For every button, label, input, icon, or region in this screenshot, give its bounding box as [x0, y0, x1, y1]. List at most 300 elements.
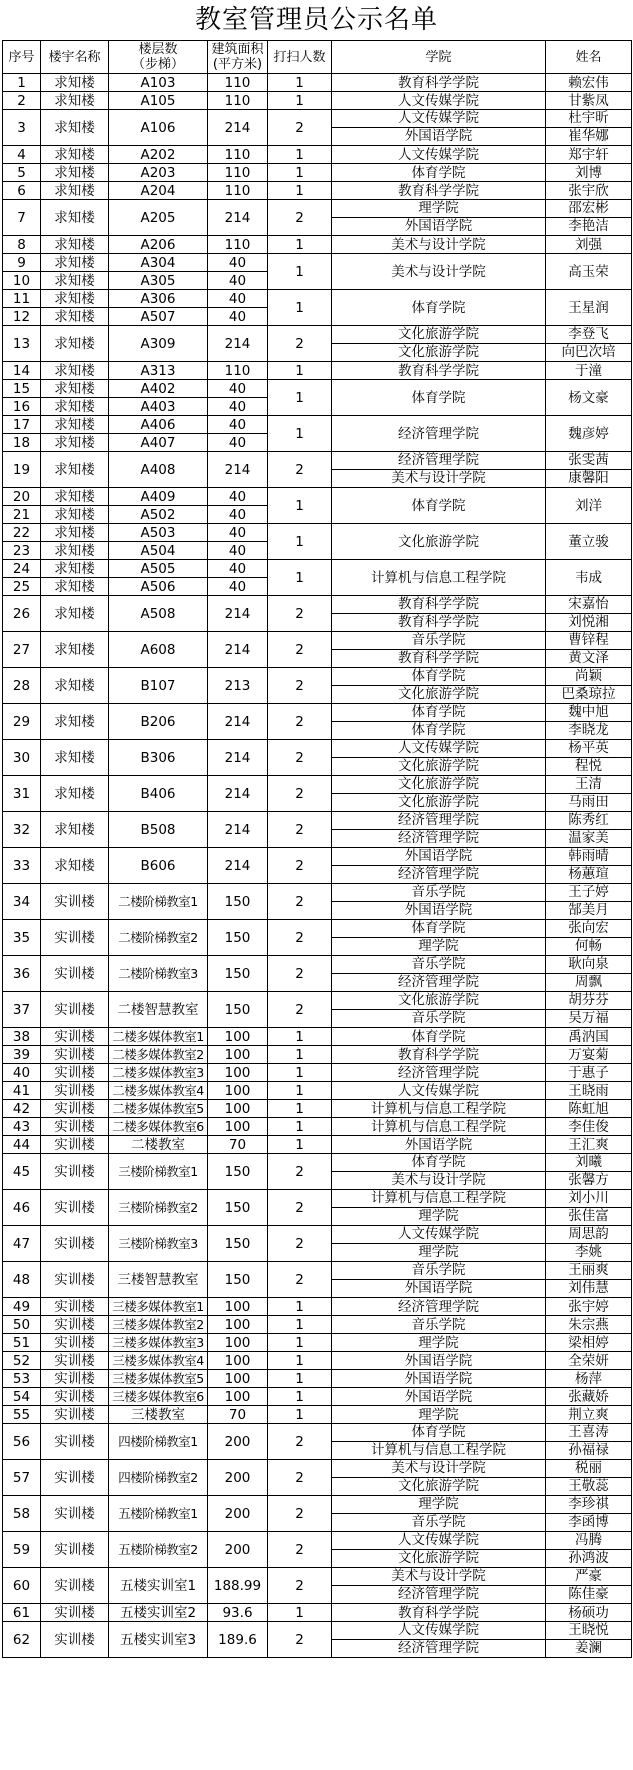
table-row	[3, 326, 632, 362]
cell-no: 20	[3, 488, 41, 506]
cell-area: 100	[208, 1298, 268, 1316]
table-row	[3, 1460, 632, 1496]
cell-college	[332, 1118, 546, 1136]
cell-building: 实训楼	[41, 1100, 109, 1118]
table-row	[3, 1028, 632, 1046]
cell-area: 214	[208, 848, 268, 884]
cell-room: 三楼多媒体教室6	[109, 1388, 208, 1406]
cell-area: 150	[208, 1154, 268, 1190]
name-entry: 向巴次培	[561, 344, 616, 360]
cell-name	[546, 110, 632, 146]
cell-building: 实训楼	[41, 1334, 109, 1352]
cell-area: 150	[208, 992, 268, 1028]
name-entry: 温家美	[568, 830, 609, 846]
cell-room: 二楼阶梯教室2	[109, 920, 208, 956]
cell-name	[546, 92, 632, 110]
table-row	[3, 1334, 632, 1352]
college-entry: 体育学院	[411, 1028, 466, 1045]
cell-building: 求知楼	[41, 74, 109, 92]
cell-room: A407	[109, 434, 208, 452]
cell-area: 110	[208, 182, 268, 200]
cell-building: 实训楼	[41, 1298, 109, 1316]
name-entry: 李登飞	[546, 326, 631, 344]
cell-college	[332, 416, 546, 452]
cell-room: 三楼多媒体教室1	[109, 1298, 208, 1316]
cell-room: 五楼实训室3	[109, 1622, 208, 1658]
table-row	[3, 452, 632, 488]
cell-college	[332, 668, 546, 704]
table-row	[3, 1388, 632, 1406]
name-entry: 李艳洁	[568, 218, 609, 234]
cell-count: 1	[268, 1136, 332, 1154]
table-row	[3, 1622, 632, 1658]
cell-name	[546, 1064, 632, 1082]
cell-name	[546, 1298, 632, 1316]
cell-area: 214	[208, 326, 268, 362]
cell-no: 14	[3, 362, 41, 380]
name-entry: 巴桑琼拉	[561, 686, 616, 702]
cell-name	[546, 1226, 632, 1262]
cell-no: 29	[3, 704, 41, 740]
college-entry: 体育学院	[332, 920, 545, 938]
cell-college	[332, 1046, 546, 1064]
cell-room: A402	[109, 380, 208, 398]
name-entry: 王子婷	[546, 884, 631, 902]
college-entry: 计算机与信息工程学院	[371, 1118, 506, 1135]
page-title: 教室管理员公示名单	[194, 5, 438, 35]
cell-no: 45	[3, 1154, 41, 1190]
name-entry: 刘博	[575, 164, 602, 181]
cell-building: 实训楼	[41, 1352, 109, 1370]
cell-no: 46	[3, 1190, 41, 1226]
table-row	[3, 1424, 632, 1460]
college-entry: 体育学院	[411, 722, 466, 738]
cell-no: 16	[3, 398, 41, 416]
cell-count: 1	[268, 1388, 332, 1406]
cell-area: 40	[208, 560, 268, 578]
cell-area: 214	[208, 812, 268, 848]
cell-count: 1	[268, 236, 332, 254]
college-entry: 计算机与信息工程学院	[332, 1190, 545, 1208]
cell-area: 100	[208, 1082, 268, 1100]
cell-room: 三楼教室	[109, 1406, 208, 1424]
college-entry: 文化旅游学院	[332, 992, 545, 1010]
cell-no: 1	[3, 74, 41, 92]
name-entry: 王晓悦	[546, 1622, 631, 1640]
cell-name	[546, 1388, 632, 1406]
cell-area: 40	[208, 434, 268, 452]
college-entry: 人文传媒学院	[332, 1532, 545, 1550]
cell-no: 53	[3, 1370, 41, 1388]
name-entry: 严豪	[546, 1568, 631, 1586]
cell-college	[332, 848, 546, 884]
cell-room: 五楼阶梯教室2	[109, 1532, 208, 1568]
header-floor	[109, 41, 208, 74]
cell-name	[546, 632, 632, 668]
cell-name	[546, 1262, 632, 1298]
cell-area: 214	[208, 740, 268, 776]
cell-room: 五楼实训室1	[109, 1568, 208, 1604]
college-entry: 美术与设计学院	[391, 470, 486, 486]
cell-name	[546, 254, 632, 290]
cell-no: 48	[3, 1262, 41, 1298]
cell-name	[546, 290, 632, 326]
college-entry: 音乐学院	[411, 1010, 466, 1026]
cell-count: 2	[268, 1532, 332, 1568]
name-entry: 梁相婷	[568, 1334, 609, 1351]
cell-room: A408	[109, 452, 208, 488]
cell-area: 110	[208, 92, 268, 110]
table-row	[3, 110, 632, 146]
college-entry: 美术与设计学院	[391, 263, 486, 280]
cell-name	[546, 920, 632, 956]
cell-name	[546, 560, 632, 596]
name-entry: 李晓龙	[568, 722, 609, 738]
cell-building: 求知楼	[41, 632, 109, 668]
cell-no: 12	[3, 308, 41, 326]
cell-no: 34	[3, 884, 41, 920]
header-name: 姓名	[546, 41, 632, 74]
cell-count: 2	[268, 1568, 332, 1604]
cell-count: 1	[268, 92, 332, 110]
college-entry: 人文传媒学院	[398, 1082, 479, 1099]
cell-area: 150	[208, 1262, 268, 1298]
name-entry: 何畅	[575, 938, 602, 954]
cell-building: 实训楼	[41, 1406, 109, 1424]
cell-room: 三楼多媒体教室3	[109, 1334, 208, 1352]
cell-area: 93.6	[208, 1604, 268, 1622]
cell-college	[332, 110, 546, 146]
college-entry: 经济管理学院	[398, 425, 479, 442]
table-row	[3, 236, 632, 254]
college-entry: 体育学院	[332, 668, 545, 686]
cell-college	[332, 1316, 546, 1334]
cell-no: 7	[3, 200, 41, 236]
college-entry: 经济管理学院	[398, 1640, 479, 1656]
cell-name	[546, 740, 632, 776]
table-row	[3, 1406, 632, 1424]
name-entry: 陈佳豪	[568, 1586, 609, 1602]
college-entry: 人文传媒学院	[332, 1226, 545, 1244]
cell-no: 38	[3, 1028, 41, 1046]
cell-building: 求知楼	[41, 398, 109, 416]
cell-count: 2	[268, 452, 332, 488]
cell-name	[546, 1154, 632, 1190]
table-row	[3, 1154, 632, 1190]
cell-building: 实训楼	[41, 1064, 109, 1082]
cell-room: A205	[109, 200, 208, 236]
header-cleaners: 打扫人数	[268, 41, 332, 74]
cell-room: 五楼阶梯教室1	[109, 1496, 208, 1532]
cell-college	[332, 362, 546, 380]
cell-no: 36	[3, 956, 41, 992]
cell-room: 四楼阶梯教室1	[109, 1424, 208, 1460]
cell-building: 求知楼	[41, 164, 109, 182]
cell-name	[546, 362, 632, 380]
header-no: 序号	[3, 41, 41, 74]
college-entry: 音乐学院	[332, 1262, 545, 1280]
college-entry: 经济管理学院	[332, 812, 545, 830]
cell-name	[546, 1604, 632, 1622]
name-entry: 孙鸿波	[568, 1550, 609, 1566]
cell-no: 39	[3, 1046, 41, 1064]
name-entry: 崔华娜	[568, 128, 609, 144]
cell-area: 150	[208, 884, 268, 920]
college-entry: 文化旅游学院	[398, 794, 479, 810]
name-entry: 刘悦湘	[568, 614, 609, 630]
cell-room: 五楼实训室2	[109, 1604, 208, 1622]
cell-area: 40	[208, 416, 268, 434]
cell-count: 2	[268, 956, 332, 992]
cell-no: 58	[3, 1496, 41, 1532]
cell-building: 实训楼	[41, 956, 109, 992]
name-entry: 胡芬芬	[546, 992, 631, 1010]
college-entry: 文化旅游学院	[398, 686, 479, 702]
cell-room: A504	[109, 542, 208, 560]
college-entry: 人文传媒学院	[332, 1622, 545, 1640]
cell-count: 2	[268, 920, 332, 956]
cell-building: 求知楼	[41, 668, 109, 704]
cell-no: 44	[3, 1136, 41, 1154]
cell-building: 实训楼	[41, 1532, 109, 1568]
cell-college	[332, 776, 546, 812]
cell-area: 40	[208, 308, 268, 326]
cell-count: 2	[268, 110, 332, 146]
cell-building: 求知楼	[41, 380, 109, 398]
name-entry: 张宇婷	[568, 1298, 609, 1315]
name-entry: 刘伟慧	[568, 1280, 609, 1296]
college-entry: 体育学院	[332, 704, 545, 722]
cell-no: 18	[3, 434, 41, 452]
table-row	[3, 1100, 632, 1118]
table-row	[3, 524, 632, 542]
cell-college	[332, 1100, 546, 1118]
cell-area: 110	[208, 236, 268, 254]
cell-count: 2	[268, 776, 332, 812]
cell-college	[332, 1406, 546, 1424]
name-entry: 尚颖	[546, 668, 631, 686]
cell-name	[546, 182, 632, 200]
cell-college	[332, 1352, 546, 1370]
cell-college	[332, 920, 546, 956]
college-entry: 音乐学院	[411, 1316, 466, 1333]
cell-name	[546, 1046, 632, 1064]
college-entry: 经济管理学院	[398, 1586, 479, 1602]
cell-room: 三楼阶梯教室2	[109, 1190, 208, 1226]
cell-no: 32	[3, 812, 41, 848]
cell-room: A505	[109, 560, 208, 578]
cell-area: 214	[208, 704, 268, 740]
cell-name	[546, 1352, 632, 1370]
college-entry: 教育科学学院	[398, 1604, 479, 1621]
cell-area: 40	[208, 524, 268, 542]
cell-count: 1	[268, 182, 332, 200]
college-entry: 教育科学学院	[398, 182, 479, 199]
table-row	[3, 992, 632, 1028]
cell-building: 实训楼	[41, 1136, 109, 1154]
name-entry: 周思韵	[546, 1226, 631, 1244]
table-row	[3, 416, 632, 434]
cell-count: 1	[268, 1604, 332, 1622]
cell-no: 54	[3, 1388, 41, 1406]
college-entry: 经济管理学院	[398, 1298, 479, 1315]
cell-count: 1	[268, 416, 332, 452]
cell-room: A508	[109, 596, 208, 632]
college-entry: 文化旅游学院	[398, 344, 479, 360]
cell-college	[332, 1388, 546, 1406]
cell-name	[546, 992, 632, 1028]
cell-college	[332, 1082, 546, 1100]
cell-name	[546, 488, 632, 524]
college-entry: 计算机与信息工程学院	[371, 1100, 506, 1117]
college-entry: 体育学院	[411, 389, 466, 406]
table-row	[3, 362, 632, 380]
college-entry: 体育学院	[411, 164, 466, 181]
cell-area: 150	[208, 956, 268, 992]
cell-name	[546, 1190, 632, 1226]
cell-name	[546, 1622, 632, 1658]
table-row	[3, 812, 632, 848]
college-entry: 音乐学院	[411, 1514, 466, 1530]
cell-area: 150	[208, 1226, 268, 1262]
cell-area: 70	[208, 1136, 268, 1154]
cell-college	[332, 92, 546, 110]
cell-name	[546, 1496, 632, 1532]
cell-no: 11	[3, 290, 41, 308]
cell-building: 求知楼	[41, 452, 109, 488]
college-entry: 人文传媒学院	[332, 110, 545, 128]
cell-room: 三楼智慧教室	[109, 1262, 208, 1298]
cell-building: 求知楼	[41, 740, 109, 776]
cell-building: 求知楼	[41, 110, 109, 146]
name-entry: 甘紫凤	[568, 92, 609, 109]
college-entry: 计算机与信息工程学院	[371, 569, 506, 586]
name-entry: 张馨方	[568, 1172, 609, 1188]
cell-building: 求知楼	[41, 524, 109, 542]
cell-no: 15	[3, 380, 41, 398]
cell-room: A309	[109, 326, 208, 362]
table-row	[3, 254, 632, 272]
cell-count: 1	[268, 1298, 332, 1316]
cell-college	[332, 1604, 546, 1622]
cell-room: A403	[109, 398, 208, 416]
cell-area: 40	[208, 398, 268, 416]
table-row	[3, 884, 632, 920]
table-row	[3, 164, 632, 182]
cell-no: 47	[3, 1226, 41, 1262]
cell-area: 200	[208, 1496, 268, 1532]
cell-no: 42	[3, 1100, 41, 1118]
cell-college	[332, 1496, 546, 1532]
cell-area: 214	[208, 632, 268, 668]
cell-name	[546, 146, 632, 164]
cell-building: 实训楼	[41, 884, 109, 920]
cell-room: A502	[109, 506, 208, 524]
name-entry: 杨硕功	[568, 1604, 609, 1621]
college-entry: 经济管理学院	[398, 830, 479, 846]
college-entry: 理学院	[418, 1406, 459, 1423]
name-entry: 王敬蕊	[568, 1478, 609, 1494]
name-entry: 王丽爽	[546, 1262, 631, 1280]
cell-count: 2	[268, 1496, 332, 1532]
cell-area: 100	[208, 1064, 268, 1082]
cell-name	[546, 596, 632, 632]
cell-area: 40	[208, 542, 268, 560]
cell-count: 1	[268, 1082, 332, 1100]
cell-room: A306	[109, 290, 208, 308]
cell-no: 62	[3, 1622, 41, 1658]
name-entry: 张宇欣	[568, 182, 609, 199]
cell-college	[332, 74, 546, 92]
cell-name	[546, 416, 632, 452]
cell-count: 1	[268, 290, 332, 326]
cell-area: 200	[208, 1424, 268, 1460]
cell-name	[546, 452, 632, 488]
cell-building: 求知楼	[41, 254, 109, 272]
table-row	[3, 1370, 632, 1388]
cell-name	[546, 1082, 632, 1100]
cell-no: 23	[3, 542, 41, 560]
name-entry: 康馨阳	[568, 470, 609, 486]
college-entry: 美术与设计学院	[391, 1172, 486, 1188]
cell-building: 求知楼	[41, 308, 109, 326]
cell-room: A608	[109, 632, 208, 668]
college-entry: 人文传媒学院	[398, 146, 479, 163]
cell-count: 2	[268, 1262, 332, 1298]
cell-college	[332, 1334, 546, 1352]
cell-area: 40	[208, 290, 268, 308]
cell-no: 31	[3, 776, 41, 812]
college-entry: 理学院	[332, 200, 545, 218]
cell-room: B406	[109, 776, 208, 812]
cell-college	[332, 488, 546, 524]
cell-count: 2	[268, 596, 332, 632]
college-entry: 音乐学院	[332, 956, 545, 974]
college-entry: 文化旅游学院	[332, 776, 545, 794]
name-entry: 于惠子	[568, 1064, 609, 1081]
name-entry: 董立骏	[568, 533, 609, 550]
cell-building: 实训楼	[41, 1046, 109, 1064]
college-entry: 教育科学学院	[332, 596, 545, 614]
cell-name	[546, 1406, 632, 1424]
cell-building: 实训楼	[41, 1424, 109, 1460]
cell-college	[332, 524, 546, 560]
cell-room: A203	[109, 164, 208, 182]
cell-count: 2	[268, 1154, 332, 1190]
college-entry: 经济管理学院	[398, 1064, 479, 1081]
cell-building: 求知楼	[41, 146, 109, 164]
college-entry: 人文传媒学院	[332, 740, 545, 758]
cell-building: 实训楼	[41, 1496, 109, 1532]
name-entry: 刘小川	[546, 1190, 631, 1208]
table-row	[3, 956, 632, 992]
name-entry: 赖宏伟	[568, 74, 609, 91]
cell-college	[332, 1568, 546, 1604]
cell-room: 三楼多媒体教室5	[109, 1370, 208, 1388]
name-entry: 杨平英	[546, 740, 631, 758]
cell-count: 1	[268, 362, 332, 380]
cell-count: 1	[268, 1100, 332, 1118]
cell-room: A313	[109, 362, 208, 380]
table-row	[3, 668, 632, 704]
table-row	[3, 776, 632, 812]
cell-no: 28	[3, 668, 41, 704]
cell-building: 求知楼	[41, 560, 109, 578]
cell-name	[546, 1316, 632, 1334]
name-entry: 高玉荣	[568, 263, 609, 280]
cell-college	[332, 1190, 546, 1226]
cell-area: 214	[208, 200, 268, 236]
